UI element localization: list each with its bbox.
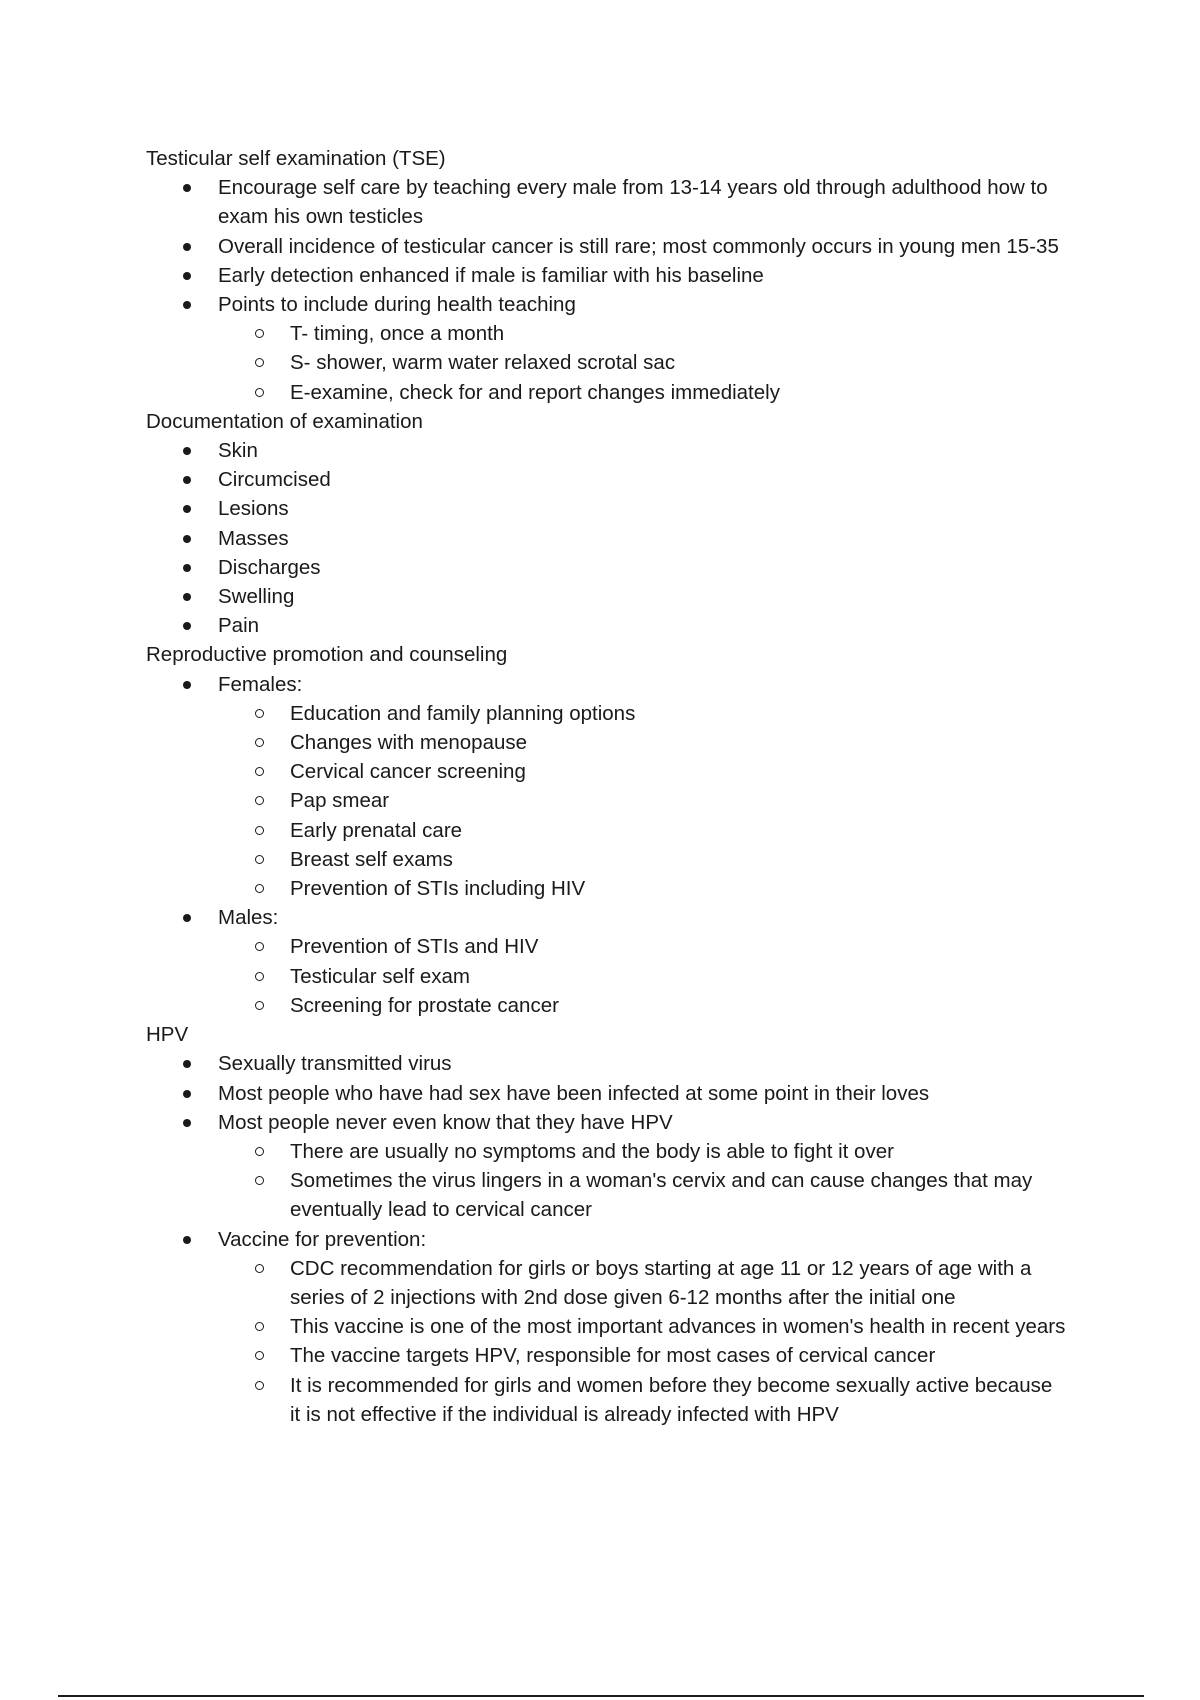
tse-teaching-points: [146, 319, 1066, 407]
hollow-bullet-icon: [255, 329, 264, 338]
list-item: Most people never even know that they have HPV There are usually no symptoms and the body is able to fight it over Sometimes the virus lingers in a woman's cervix and can cause changes that may eventually lead to cervical cancer: [146, 1108, 1066, 1225]
hollow-bullet-icon: [255, 1381, 264, 1390]
hollow-bullet-icon: [255, 738, 264, 747]
hollow-bullet-icon: [255, 1147, 264, 1156]
males-list: [146, 932, 1066, 1020]
tse-list: [146, 173, 1066, 407]
bullet-icon: [183, 447, 191, 455]
bullet-icon: [183, 1119, 191, 1127]
bullet-icon: [183, 535, 191, 543]
list-item: Vaccine for prevention: CDC recommendation for girls or boys starting at age 11 or 12 years of age with a series of 2 injections with 2nd dose given 6-12 months after the initial one This vaccine is one of the most important advances in women's health in recent years The vaccine targets HPV, responsible for most cases of cervical cancer It is recommended for girls and women before they become sexually active because it is not effective if the individual is already infected with HPV: [146, 1225, 1066, 1429]
list-item: Males: Prevention of STIs and HIV Testicular self exam Screening for prostate cancer: [146, 903, 1066, 1020]
sub-list-item: Breast self exams: [218, 845, 1066, 874]
bullet-icon: [183, 622, 191, 630]
sub-list-item: This vaccine is one of the most important advances in women's health in recent years: [218, 1312, 1066, 1341]
document-body: [146, 144, 1066, 1429]
sub-list-item: Changes with menopause: [218, 728, 1066, 757]
hollow-bullet-icon: [255, 358, 264, 367]
hollow-bullet-icon: [255, 1176, 264, 1185]
list-item: Overall incidence of testicular cancer is still rare; most commonly occurs in young men 15-35: [146, 232, 1066, 261]
sub-list-item: Early prenatal care: [218, 816, 1066, 845]
hpv-awareness-list: [146, 1137, 1066, 1225]
sub-list-item: There are usually no symptoms and the body is able to fight it over: [218, 1137, 1066, 1166]
sub-list-item: T- timing, once a month: [218, 319, 1066, 348]
sub-list-item: The vaccine targets HPV, responsible for most cases of cervical cancer: [218, 1341, 1066, 1370]
hollow-bullet-icon: [255, 1264, 264, 1273]
hollow-bullet-icon: [255, 1351, 264, 1360]
sub-list-item: It is recommended for girls and women before they become sexually active because it is not effective if the individual is already infected with HPV: [218, 1371, 1066, 1429]
sub-list-item: S- shower, warm water relaxed scrotal sac: [218, 348, 1066, 377]
hollow-bullet-icon: [255, 826, 264, 835]
hollow-bullet-icon: [255, 942, 264, 951]
reproductive-list: [146, 670, 1066, 1020]
bullet-icon: [183, 1060, 191, 1068]
hollow-bullet-icon: [255, 1001, 264, 1010]
sub-list-item: Cervical cancer screening: [218, 757, 1066, 786]
list-item: Discharges: [146, 553, 1066, 582]
documentation-list: [146, 436, 1066, 640]
sub-list-item: CDC recommendation for girls or boys starting at age 11 or 12 years of age with a series of 2 injections with 2nd dose given 6-12 months after the initial one: [218, 1254, 1066, 1312]
hollow-bullet-icon: [255, 709, 264, 718]
hollow-bullet-icon: [255, 855, 264, 864]
bullet-icon: [183, 564, 191, 572]
section-heading-reproductive: Reproductive promotion and counseling: [146, 643, 508, 667]
sub-list-item: Prevention of STIs including HIV: [218, 874, 1066, 903]
list-item: Circumcised: [146, 465, 1066, 494]
hollow-bullet-icon: [255, 972, 264, 981]
bullet-icon: [183, 593, 191, 601]
sub-list-item: Education and family planning options: [218, 699, 1066, 728]
sub-list-item: Prevention of STIs and HIV: [218, 932, 1066, 961]
hollow-bullet-icon: [255, 796, 264, 805]
bullet-icon: [183, 914, 191, 922]
list-item: Most people who have had sex have been infected at some point in their loves: [146, 1079, 1066, 1108]
list-item: Masses: [146, 524, 1066, 553]
sub-list-item: Testicular self exam: [218, 962, 1066, 991]
list-item: Lesions: [146, 494, 1066, 523]
footer-divider: [58, 1695, 1144, 1697]
section-heading-hpv: HPV: [146, 1023, 189, 1047]
bullet-icon: [183, 476, 191, 484]
bullet-icon: [183, 681, 191, 689]
list-item: Sexually transmitted virus: [146, 1049, 1066, 1078]
sub-list-item: E-examine, check for and report changes immediately: [218, 378, 1066, 407]
list-item: Points to include during health teaching T- timing, once a month S- shower, warm water relaxed scrotal sac E-examine, check for and report changes immediately: [146, 290, 1066, 407]
bullet-icon: [183, 1090, 191, 1098]
hollow-bullet-icon: [255, 1322, 264, 1331]
list-item: Females: Education and family planning options Changes with menopause Cervical cancer screening Pap smear Early prenatal care Breast self exams Prevention of STIs including HIV: [146, 670, 1066, 904]
section-heading-documentation: Documentation of examination: [146, 409, 423, 433]
bullet-icon: [183, 243, 191, 251]
list-item: Pain: [146, 611, 1066, 640]
bullet-icon: [183, 301, 191, 309]
bullet-icon: [183, 505, 191, 513]
bullet-icon: [183, 272, 191, 280]
hollow-bullet-icon: [255, 388, 264, 397]
sub-list-item: Screening for prostate cancer: [218, 991, 1066, 1020]
hollow-bullet-icon: [255, 767, 264, 776]
females-list: [146, 699, 1066, 903]
sub-list-item: Pap smear: [218, 786, 1066, 815]
sub-list-item: Sometimes the virus lingers in a woman's cervix and can cause changes that may eventually lead to cervical cancer: [218, 1166, 1066, 1224]
bullet-icon: [183, 1236, 191, 1244]
hpv-list: [146, 1049, 1066, 1429]
hollow-bullet-icon: [255, 884, 264, 893]
list-item: Encourage self care by teaching every male from 13-14 years old through adulthood how to exam his own testicles: [146, 173, 1066, 231]
list-item: Early detection enhanced if male is familiar with his baseline: [146, 261, 1066, 290]
hpv-vaccine-list: [146, 1254, 1066, 1429]
bullet-icon: [183, 184, 191, 192]
list-item: Skin: [146, 436, 1066, 465]
list-item: Swelling: [146, 582, 1066, 611]
section-heading-tse: Testicular self examination (TSE): [146, 147, 446, 170]
